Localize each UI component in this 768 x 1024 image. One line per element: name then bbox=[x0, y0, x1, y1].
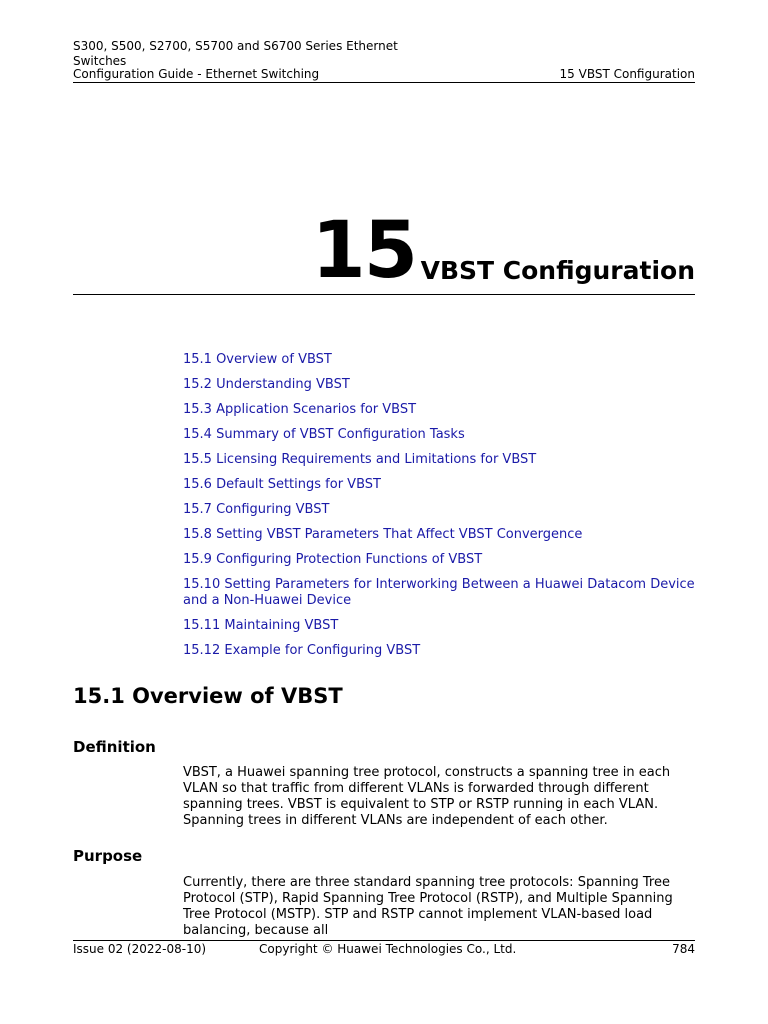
toc-link-15-10[interactable]: 15.10 Setting Parameters for Interworking Between a Huawei Datacom Device and a Non-Huawei Device bbox=[183, 577, 695, 608]
toc-link-15-4[interactable]: 15.4 Summary of VBST Configuration Tasks bbox=[183, 427, 465, 442]
purpose-heading: Purpose bbox=[73, 847, 143, 865]
toc-link-15-5[interactable]: 15.5 Licensing Requirements and Limitations for VBST bbox=[183, 452, 537, 467]
toc-link-15-11[interactable]: 15.11 Maintaining VBST bbox=[183, 618, 339, 633]
chapter-title: VBST Configuration bbox=[420, 256, 695, 285]
chapter-number: 15 bbox=[311, 206, 416, 296]
toc-link-15-9[interactable]: 15.9 Configuring Protection Functions of VBST bbox=[183, 552, 483, 567]
definition-heading: Definition bbox=[73, 738, 156, 756]
header-product-line1: S300, S500, S2700, S5700 and S6700 Series Ethernet bbox=[73, 39, 398, 53]
footer-page-number: 784 bbox=[672, 942, 695, 956]
toc-link-15-3[interactable]: 15.3 Application Scenarios for VBST bbox=[183, 402, 417, 417]
header-row bbox=[73, 67, 695, 82]
header-product bbox=[73, 39, 413, 69]
footer-row bbox=[73, 942, 695, 957]
section-title: 15.1 Overview of VBST bbox=[73, 684, 343, 708]
chapter-toc bbox=[183, 352, 695, 668]
toc-link-15-1[interactable]: 15.1 Overview of VBST bbox=[183, 352, 332, 367]
toc-link-15-8[interactable]: 15.8 Setting VBST Parameters That Affect VBST Convergence bbox=[183, 527, 583, 542]
toc-link-15-12[interactable]: 15.12 Example for Configuring VBST bbox=[183, 643, 421, 658]
footer-issue: Issue 02 (2022-08-10) bbox=[73, 942, 207, 956]
footer-divider bbox=[73, 940, 695, 941]
header-product-line2: Switches bbox=[73, 54, 127, 68]
footer-copyright: Copyright © Huawei Technologies Co., Ltd. bbox=[259, 942, 517, 956]
chapter-divider bbox=[73, 294, 695, 295]
definition-paragraph: VBST, a Huawei spanning tree protocol, constructs a spanning tree in each VLAN so that traffic from different VLANs is forwarded through different spanning trees. VBST is equivalent to STP or RSTP running in each VLAN. Spanning trees in different VLANs are independent of each other. bbox=[183, 765, 671, 828]
header-chapter-ref: 15 VBST Configuration bbox=[559, 67, 695, 81]
header-divider bbox=[73, 82, 695, 83]
toc-link-15-2[interactable]: 15.2 Understanding VBST bbox=[183, 377, 350, 392]
toc-link-15-6[interactable]: 15.6 Default Settings for VBST bbox=[183, 477, 381, 492]
header-guide-title: Configuration Guide - Ethernet Switching bbox=[73, 67, 320, 81]
purpose-paragraph: Currently, there are three standard spanning tree protocols: Spanning Tree Protocol (STP), Rapid Spanning Tree Protocol (RSTP), and Multiple Spanning Tree Protocol (MSTP). STP and RSTP cannot implement VLAN-based load balancing, because all bbox=[183, 875, 673, 938]
toc-link-15-7[interactable]: 15.7 Configuring VBST bbox=[183, 502, 330, 517]
